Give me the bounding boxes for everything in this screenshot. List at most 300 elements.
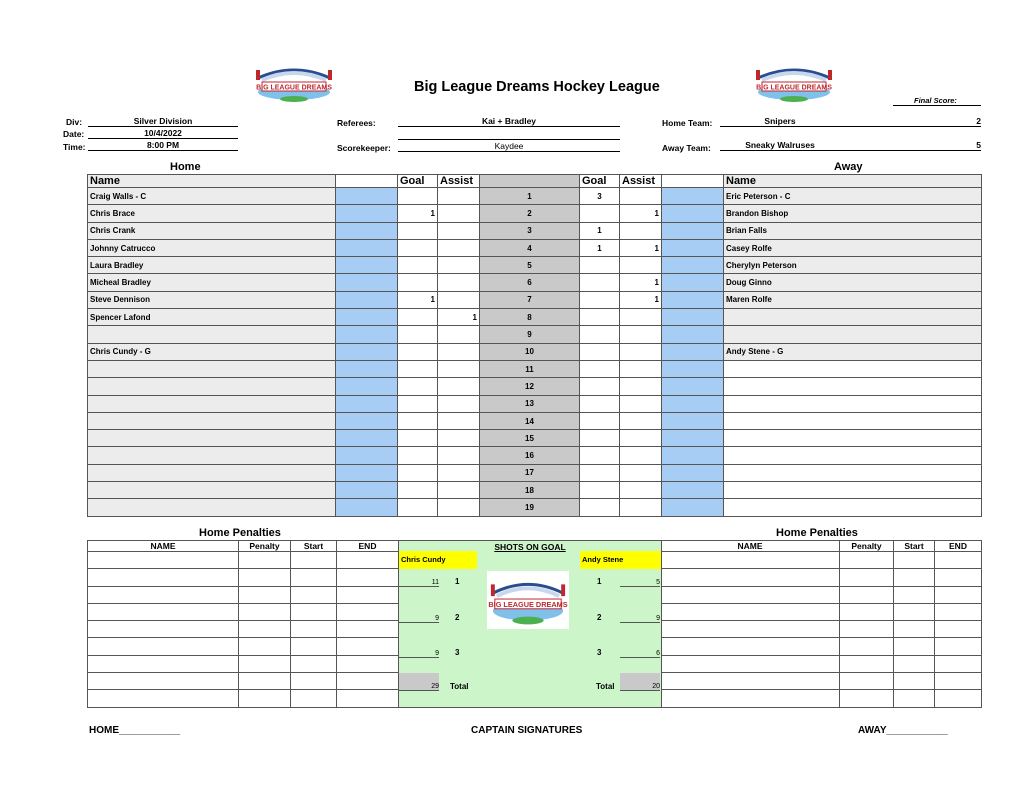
away-goal-cell[interactable]	[580, 482, 620, 499]
penalty-end-cell[interactable]	[337, 552, 399, 569]
home-player-name[interactable]: Johnny Catrucco	[88, 239, 336, 256]
home-goal-cell[interactable]	[398, 395, 438, 412]
row-number[interactable]: 5	[480, 257, 580, 274]
row-number[interactable]: 12	[480, 378, 580, 395]
home-goal-cell[interactable]	[398, 412, 438, 429]
home-number-cell[interactable]	[336, 343, 398, 360]
home-shots-period[interactable]: 11	[399, 579, 439, 587]
away-player-name[interactable]	[724, 378, 982, 395]
home-assist-cell[interactable]	[438, 239, 480, 256]
penalty-end-cell[interactable]	[935, 569, 982, 586]
away-period-number[interactable]: 1	[597, 577, 602, 586]
away-number-cell[interactable]	[662, 378, 724, 395]
away-assist-cell[interactable]	[620, 188, 662, 205]
home-player-name[interactable]	[88, 326, 336, 343]
penalty-start-cell[interactable]	[291, 690, 337, 707]
penalty-start-cell[interactable]	[894, 621, 935, 638]
away-player-name[interactable]	[724, 430, 982, 447]
home-number-cell[interactable]	[336, 257, 398, 274]
away-total-label: Total	[596, 682, 615, 691]
home-player-name[interactable]: Spencer Lafond	[88, 309, 336, 326]
home-assist-cell[interactable]	[438, 499, 480, 516]
penalty-name-cell[interactable]	[661, 638, 840, 655]
home-period-number[interactable]: 1	[455, 577, 460, 586]
home-goal-cell[interactable]	[398, 447, 438, 464]
penalty-name-cell[interactable]	[661, 569, 840, 586]
left-penalties-title: Home Penalties	[199, 527, 281, 539]
away-player-name[interactable]	[724, 499, 982, 516]
home-number-cell[interactable]	[336, 291, 398, 308]
left-penalties-table	[87, 540, 399, 708]
away-shots-period[interactable]: 9	[620, 615, 660, 623]
row-number[interactable]: 18	[480, 482, 580, 499]
home-signature[interactable]: HOME___________	[89, 725, 181, 736]
away-number-cell[interactable]	[662, 395, 724, 412]
home-number-cell[interactable]	[336, 430, 398, 447]
away-assist-cell[interactable]	[620, 326, 662, 343]
away-assist-cell[interactable]	[620, 430, 662, 447]
home-name-header: Name	[88, 175, 336, 188]
date-field[interactable]: 10/4/2022	[88, 128, 238, 139]
away-team-field[interactable]: Sneaky Walruses	[720, 140, 840, 151]
penalty-name-cell[interactable]	[88, 655, 239, 672]
penalty-name-cell[interactable]	[661, 603, 840, 620]
away-goal-cell[interactable]	[580, 309, 620, 326]
away-assist-cell[interactable]	[620, 464, 662, 481]
penalty-name-cell[interactable]	[88, 621, 239, 638]
away-player-name[interactable]: Eric Peterson - C	[724, 188, 982, 205]
home-assist-cell[interactable]	[438, 188, 480, 205]
penalty-name-cell[interactable]	[661, 621, 840, 638]
home-player-name[interactable]	[88, 412, 336, 429]
penalty-start-cell[interactable]	[291, 621, 337, 638]
away-number-cell[interactable]	[662, 360, 724, 377]
pen-start-header: Start	[894, 541, 935, 552]
referees-field[interactable]: Kai + Bradley	[398, 116, 620, 127]
penalty-end-cell[interactable]	[935, 603, 982, 620]
away-player-name[interactable]: Maren Rolfe	[724, 291, 982, 308]
penalty-type-cell[interactable]	[239, 552, 291, 569]
away-assist-cell[interactable]	[620, 343, 662, 360]
row-number[interactable]: 7	[480, 291, 580, 308]
away-goal-cell[interactable]	[580, 257, 620, 274]
home-goal-cell[interactable]	[398, 499, 438, 516]
away-goal-cell[interactable]: 3	[580, 188, 620, 205]
home-player-name[interactable]	[88, 447, 336, 464]
penalty-row	[661, 621, 982, 638]
pen-name-header: NAME	[88, 541, 239, 552]
away-player-name[interactable]: Brian Falls	[724, 222, 982, 239]
penalty-type-cell[interactable]	[840, 569, 894, 586]
home-number-cell[interactable]	[336, 188, 398, 205]
home-assist-cell[interactable]	[438, 274, 480, 291]
roster-table	[87, 174, 982, 517]
home-player-name[interactable]: Chris Crank	[88, 222, 336, 239]
row-number[interactable]: 17	[480, 464, 580, 481]
penalty-start-cell[interactable]	[894, 655, 935, 672]
penalty-start-cell[interactable]	[291, 603, 337, 620]
home-goal-cell[interactable]	[398, 188, 438, 205]
penalty-end-cell[interactable]	[337, 690, 399, 707]
away-player-name[interactable]	[724, 464, 982, 481]
roster-row	[88, 378, 982, 395]
right-penalties-title: Home Penalties	[776, 527, 858, 539]
penalty-name-cell[interactable]	[661, 690, 840, 707]
home-goal-cell[interactable]	[398, 360, 438, 377]
home-assist-cell[interactable]	[438, 412, 480, 429]
home-player-name[interactable]	[88, 378, 336, 395]
away-assist-cell[interactable]	[620, 222, 662, 239]
away-assist-cell[interactable]	[620, 499, 662, 516]
away-number-cell[interactable]	[662, 239, 724, 256]
penalty-start-cell[interactable]	[291, 655, 337, 672]
home-assist-cell[interactable]	[438, 205, 480, 222]
away-period-number[interactable]: 3	[597, 648, 602, 657]
penalty-end-cell[interactable]	[935, 621, 982, 638]
roster-row	[88, 309, 982, 326]
home-player-name[interactable]	[88, 395, 336, 412]
penalty-end-cell[interactable]	[337, 569, 399, 586]
penalty-type-cell[interactable]	[239, 603, 291, 620]
penalty-start-cell[interactable]	[291, 586, 337, 603]
home-number-cell[interactable]	[336, 309, 398, 326]
pen-name-header: NAME	[661, 541, 840, 552]
home-assist-cell[interactable]	[438, 343, 480, 360]
away-number-cell[interactable]	[662, 430, 724, 447]
away-number-cell[interactable]	[662, 326, 724, 343]
roster-row	[88, 360, 982, 377]
home-assist-cell[interactable]	[438, 464, 480, 481]
home-goal-cell[interactable]	[398, 274, 438, 291]
away-assist-cell[interactable]: 1	[620, 239, 662, 256]
svg-text:BIG LEAGUE DREAMS: BIG LEAGUE DREAMS	[756, 84, 832, 92]
row-number[interactable]: 8	[480, 309, 580, 326]
time-field[interactable]: 8:00 PM	[88, 140, 238, 151]
away-period-number[interactable]: 2	[597, 613, 602, 622]
home-player-name[interactable]	[88, 430, 336, 447]
home-assist-cell[interactable]	[438, 291, 480, 308]
away-number-cell[interactable]	[662, 222, 724, 239]
home-assist-cell[interactable]	[438, 326, 480, 343]
penalty-name-cell[interactable]	[661, 586, 840, 603]
home-player-name[interactable]	[88, 360, 336, 377]
away-assist-cell[interactable]: 1	[620, 205, 662, 222]
home-goal-cell[interactable]: 1	[398, 291, 438, 308]
away-goal-cell[interactable]: 1	[580, 222, 620, 239]
penalty-name-cell[interactable]	[88, 603, 239, 620]
away-goal-cell[interactable]: 1	[580, 239, 620, 256]
row-number[interactable]: 6	[480, 274, 580, 291]
home-player-name[interactable]	[88, 499, 336, 516]
away-shots-period[interactable]: 6	[620, 650, 660, 658]
penalty-type-cell[interactable]	[840, 638, 894, 655]
row-number[interactable]: 11	[480, 360, 580, 377]
away-goal-cell[interactable]	[580, 464, 620, 481]
row-number[interactable]: 2	[480, 205, 580, 222]
away-goal-cell[interactable]	[580, 343, 620, 360]
penalty-row	[88, 621, 399, 638]
penalty-start-cell[interactable]	[894, 638, 935, 655]
home-shots-period[interactable]: 9	[399, 650, 439, 658]
away-number-cell[interactable]	[662, 274, 724, 291]
away-goal-cell[interactable]	[580, 412, 620, 429]
home-assist-cell[interactable]	[438, 378, 480, 395]
away-goal-cell[interactable]	[580, 326, 620, 343]
row-number[interactable]: 10	[480, 343, 580, 360]
away-assist-cell[interactable]	[620, 482, 662, 499]
row-number[interactable]: 9	[480, 326, 580, 343]
home-number-cell[interactable]	[336, 205, 398, 222]
penalty-type-cell[interactable]	[840, 655, 894, 672]
penalty-end-cell[interactable]	[935, 638, 982, 655]
away-goal-cell[interactable]	[580, 291, 620, 308]
penalty-start-cell[interactable]	[894, 586, 935, 603]
away-player-name[interactable]: Casey Rolfe	[724, 239, 982, 256]
home-number-cell[interactable]	[336, 395, 398, 412]
penalty-name-cell[interactable]	[88, 552, 239, 569]
penalty-end-cell[interactable]	[337, 586, 399, 603]
penalty-type-cell[interactable]	[239, 673, 291, 690]
penalty-end-cell[interactable]	[337, 603, 399, 620]
home-player-name[interactable]	[88, 464, 336, 481]
penalty-type-cell[interactable]	[840, 673, 894, 690]
away-shots-period[interactable]: 5	[620, 579, 660, 587]
home-number-cell[interactable]	[336, 447, 398, 464]
away-assist-cell[interactable]	[620, 378, 662, 395]
away-assist-cell[interactable]: 1	[620, 274, 662, 291]
roster-row	[88, 239, 982, 256]
home-assist-cell[interactable]	[438, 395, 480, 412]
away-number-cell[interactable]	[662, 447, 724, 464]
row-number[interactable]: 19	[480, 499, 580, 516]
penalty-type-cell[interactable]	[840, 586, 894, 603]
penalty-start-cell[interactable]	[291, 552, 337, 569]
penalty-name-cell[interactable]	[88, 586, 239, 603]
home-goal-cell[interactable]	[398, 222, 438, 239]
row-number[interactable]: 3	[480, 222, 580, 239]
away-blank-header	[662, 175, 724, 188]
home-player-name[interactable]: Laura Bradley	[88, 257, 336, 274]
penalty-start-cell[interactable]	[894, 552, 935, 569]
home-goal-cell[interactable]	[398, 464, 438, 481]
penalty-start-cell[interactable]	[894, 603, 935, 620]
penalty-row	[88, 638, 399, 655]
row-number[interactable]: 15	[480, 430, 580, 447]
home-goal-cell[interactable]	[398, 326, 438, 343]
away-signature[interactable]: AWAY___________	[858, 725, 948, 736]
penalty-end-cell[interactable]	[337, 638, 399, 655]
home-player-name[interactable]	[88, 482, 336, 499]
roster-row	[88, 499, 982, 516]
penalty-row	[661, 552, 982, 569]
away-number-cell[interactable]	[662, 499, 724, 516]
home-period-number[interactable]: 2	[455, 613, 460, 622]
home-goal-cell[interactable]	[398, 430, 438, 447]
away-goal-cell[interactable]	[580, 360, 620, 377]
penalty-start-cell[interactable]	[894, 673, 935, 690]
away-goal-cell[interactable]	[580, 378, 620, 395]
away-number-cell[interactable]	[662, 205, 724, 222]
penalty-name-cell[interactable]	[88, 638, 239, 655]
div-field[interactable]: Silver Division	[88, 116, 238, 127]
away-player-name[interactable]	[724, 395, 982, 412]
penalty-start-cell[interactable]	[894, 690, 935, 707]
home-shots-period[interactable]: 9	[399, 615, 439, 623]
away-player-name[interactable]	[724, 360, 982, 377]
home-number-cell[interactable]	[336, 239, 398, 256]
away-number-cell[interactable]	[662, 188, 724, 205]
roster-row	[88, 291, 982, 308]
penalty-name-cell[interactable]	[88, 673, 239, 690]
penalty-end-cell[interactable]	[935, 655, 982, 672]
away-player-name[interactable]	[724, 309, 982, 326]
home-player-name[interactable]: Craig Walls - C	[88, 188, 336, 205]
home-assist-cell[interactable]	[438, 360, 480, 377]
penalty-start-cell[interactable]	[291, 569, 337, 586]
penalty-type-cell[interactable]	[239, 569, 291, 586]
penalty-type-cell[interactable]	[239, 655, 291, 672]
home-goal-cell[interactable]	[398, 343, 438, 360]
away-number-cell[interactable]	[662, 343, 724, 360]
away-goal-cell[interactable]	[580, 205, 620, 222]
home-player-name[interactable]: Micheal Bradley	[88, 274, 336, 291]
penalty-end-cell[interactable]	[935, 690, 982, 707]
home-goal-cell[interactable]: 1	[398, 205, 438, 222]
home-goal-cell[interactable]	[398, 239, 438, 256]
row-number[interactable]: 14	[480, 412, 580, 429]
penalty-type-cell[interactable]	[840, 552, 894, 569]
penalty-name-cell[interactable]	[661, 552, 840, 569]
away-assist-cell[interactable]	[620, 309, 662, 326]
scorekeeper-field[interactable]: Kaydee	[398, 141, 620, 152]
home-number-cell[interactable]	[336, 222, 398, 239]
league-logo-left	[252, 60, 336, 104]
row-number[interactable]: 1	[480, 188, 580, 205]
roster-row	[88, 205, 982, 222]
penalty-type-cell[interactable]	[840, 690, 894, 707]
home-period-number[interactable]: 3	[455, 648, 460, 657]
away-player-name[interactable]: Brandon Bishop	[724, 205, 982, 222]
away-number-cell[interactable]	[662, 257, 724, 274]
row-number[interactable]: 13	[480, 395, 580, 412]
penalty-start-cell[interactable]	[894, 569, 935, 586]
away-number-cell[interactable]	[662, 412, 724, 429]
away-player-name[interactable]	[724, 326, 982, 343]
penalty-end-cell[interactable]	[337, 673, 399, 690]
penalty-type-cell[interactable]	[239, 690, 291, 707]
penalty-name-cell[interactable]	[88, 690, 239, 707]
away-player-name[interactable]: Doug Ginno	[724, 274, 982, 291]
penalty-end-cell[interactable]	[935, 586, 982, 603]
penalty-start-cell[interactable]	[291, 638, 337, 655]
penalty-row	[88, 655, 399, 672]
penalty-row	[88, 690, 399, 707]
home-assist-cell[interactable]	[438, 222, 480, 239]
away-assist-cell[interactable]: 1	[620, 291, 662, 308]
home-goal-cell[interactable]	[398, 378, 438, 395]
penalty-type-cell[interactable]	[840, 621, 894, 638]
away-player-name[interactable]	[724, 482, 982, 499]
roster-row	[88, 326, 982, 343]
penalty-end-cell[interactable]	[337, 621, 399, 638]
penalty-end-cell[interactable]	[337, 655, 399, 672]
away-score-field[interactable]: 5	[840, 140, 981, 151]
away-goal-cell[interactable]	[580, 430, 620, 447]
away-goal-cell[interactable]	[580, 499, 620, 516]
penalty-row	[661, 638, 982, 655]
penalty-end-cell[interactable]	[935, 552, 982, 569]
shots-title: SHOTS ON GOAL	[494, 542, 566, 552]
away-assist-cell[interactable]	[620, 412, 662, 429]
home-player-name[interactable]: Chris Cundy - G	[88, 343, 336, 360]
away-player-name[interactable]	[724, 447, 982, 464]
row-number[interactable]: 16	[480, 447, 580, 464]
away-assist-cell[interactable]	[620, 395, 662, 412]
penalty-type-cell[interactable]	[239, 621, 291, 638]
home-number-cell[interactable]	[336, 378, 398, 395]
away-goal-cell[interactable]	[580, 395, 620, 412]
home-number-cell[interactable]	[336, 482, 398, 499]
away-assist-cell[interactable]	[620, 360, 662, 377]
home-player-name[interactable]: Steve Dennison	[88, 291, 336, 308]
penalty-type-cell[interactable]	[239, 586, 291, 603]
home-team-field[interactable]: Snipers	[720, 116, 840, 127]
penalty-end-cell[interactable]	[935, 673, 982, 690]
away-number-cell[interactable]	[662, 482, 724, 499]
penalty-type-cell[interactable]	[840, 603, 894, 620]
home-score-field[interactable]: 2	[840, 116, 981, 127]
away-number-cell[interactable]	[662, 309, 724, 326]
home-assist-cell[interactable]: 1	[438, 309, 480, 326]
home-number-cell[interactable]	[336, 412, 398, 429]
penalty-name-cell[interactable]	[661, 655, 840, 672]
home-number-cell[interactable]	[336, 464, 398, 481]
away-number-cell[interactable]	[662, 291, 724, 308]
home-assist-cell[interactable]	[438, 430, 480, 447]
away-number-cell[interactable]	[662, 464, 724, 481]
penalty-name-cell[interactable]	[88, 569, 239, 586]
away-player-name[interactable]: Andy Stene - G	[724, 343, 982, 360]
away-goal-cell[interactable]	[580, 274, 620, 291]
home-number-cell[interactable]	[336, 326, 398, 343]
home-number-cell[interactable]	[336, 499, 398, 516]
home-goal-cell[interactable]	[398, 257, 438, 274]
penalty-start-cell[interactable]	[291, 673, 337, 690]
home-player-name[interactable]: Chris Brace	[88, 205, 336, 222]
home-number-cell[interactable]	[336, 360, 398, 377]
svg-text:BIG LEAGUE DREAMS: BIG LEAGUE DREAMS	[256, 84, 332, 92]
away-goal-cell[interactable]	[580, 447, 620, 464]
home-assist-cell[interactable]	[438, 257, 480, 274]
penalty-type-cell[interactable]	[239, 638, 291, 655]
away-assist-cell[interactable]	[620, 447, 662, 464]
home-goal-cell[interactable]	[398, 309, 438, 326]
home-assist-cell[interactable]	[438, 482, 480, 499]
scorekeeper-label: Scorekeeper:	[337, 143, 391, 153]
home-number-cell[interactable]	[336, 274, 398, 291]
referees-line-2	[398, 139, 620, 140]
referees-label: Referees:	[337, 118, 376, 128]
row-number[interactable]: 4	[480, 239, 580, 256]
home-goal-cell[interactable]	[398, 482, 438, 499]
home-assist-cell[interactable]	[438, 447, 480, 464]
penalty-row	[88, 569, 399, 586]
pen-start-header: Start	[291, 541, 337, 552]
away-assist-cell[interactable]	[620, 257, 662, 274]
away-player-name[interactable]	[724, 412, 982, 429]
penalty-name-cell[interactable]	[661, 673, 840, 690]
away-player-name[interactable]: Cherylyn Peterson	[724, 257, 982, 274]
